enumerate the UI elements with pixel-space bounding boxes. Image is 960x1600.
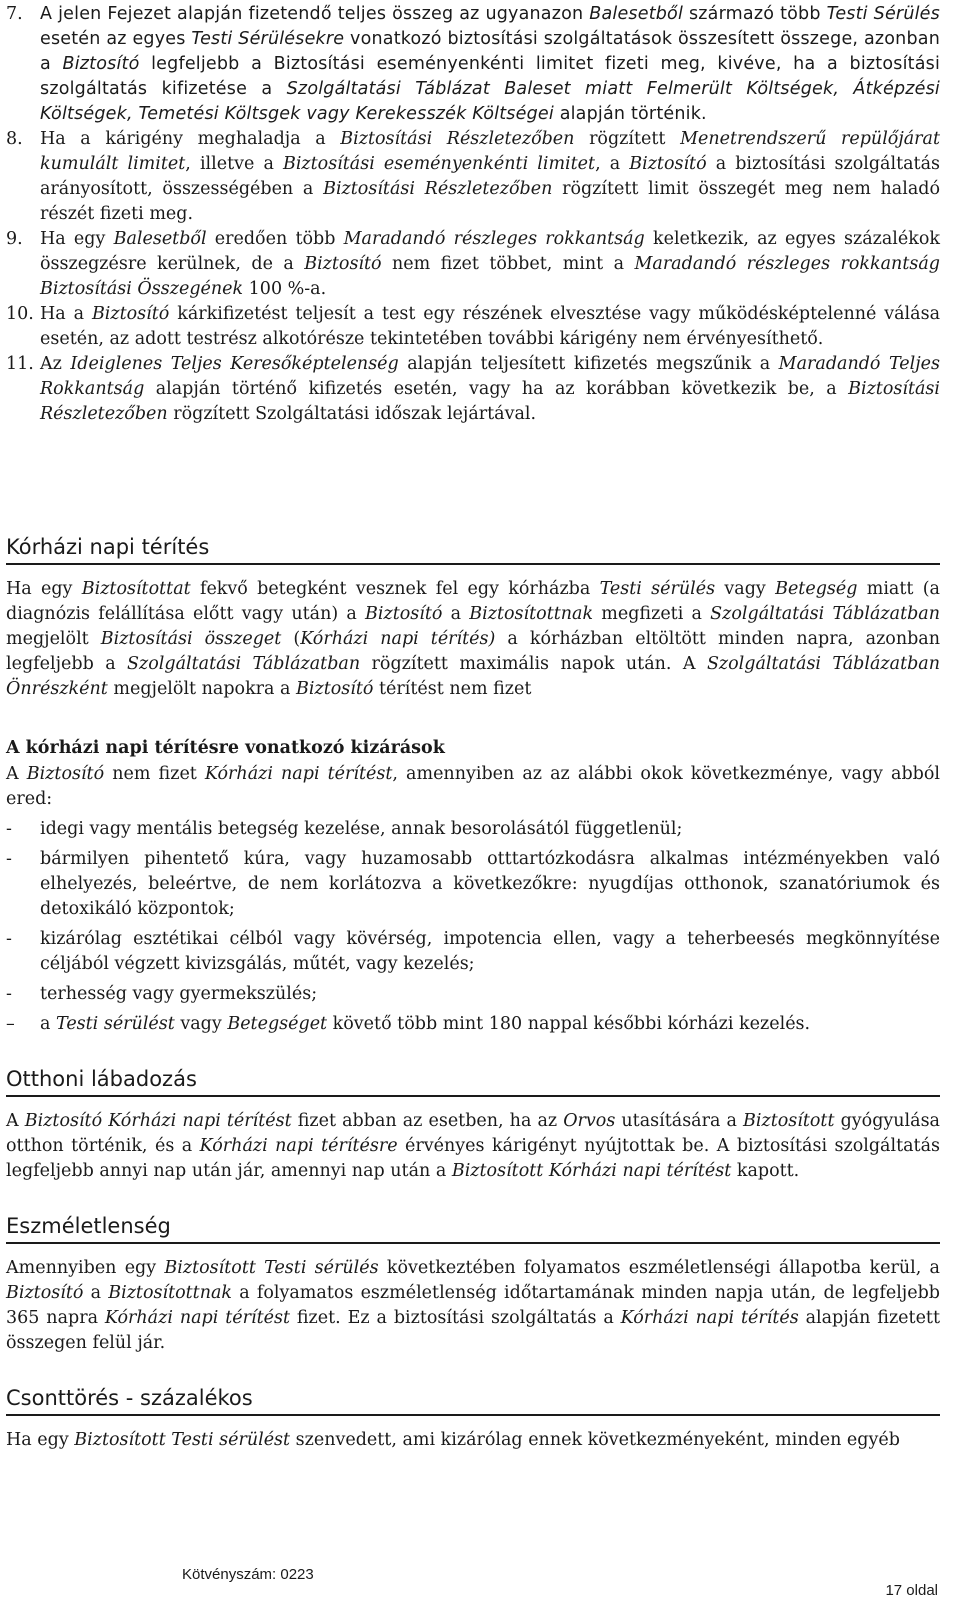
section-heading-csonttores: Csonttörés - százalékos xyxy=(6,1386,940,1416)
numbered-list xyxy=(6,0,940,427)
item-text: A jelen Fejezet alapján fizetendő teljes összeg az ugyanazon Balesetből származó több Testi Sérülés esetén az egyes Testi Sérülésekre vonatkozó biztosítási szolgáltatások összesített összege, azonban a Biztosító legfeljebb a Biztosítási eseményenkénti limitet fizeti meg, kivéve, ha a biztosítási szolgáltatás kifizetése a Szolgáltatási Táblázat Baleset miatt Felmerült Költségek, Átképzési Költségek, Temetési Költsgek vagy Kerekesszék Költségei alapján történik. xyxy=(40,4,941,124)
section-body-otthoni: A Biztosító Kórházi napi térítést fizet abban az esetben, ha az Orvos utasítására a Biztosított gyógyulása otthon történik, és a Kórházi napi térítésre érvényes kárigényt nyújtottak be. A biztosítási szolgáltatás legfeljebb annyi nap után jár, amennyi nap után a Biztosított Kórházi napi térítést kapott. xyxy=(6,1111,940,1181)
dash-marker: - xyxy=(6,819,12,839)
item-number: 8. xyxy=(6,129,23,149)
item-text: Az Ideiglenes Teljes Keresőképtelenség alapján teljesített kifizetés megszűnik a Maradandó Teljes Rokkantság alapján történő kifizetés esetén, vagy ha az korábban következik be, a Biztosítási Részletezőben rögzített Szolgáltatási időszak lejártával. xyxy=(40,354,940,424)
policy-number: Kötvényszám: 0223 xyxy=(182,1566,314,1583)
item-number: 11. xyxy=(6,354,34,374)
list-item xyxy=(6,2,940,127)
list-item-text: terhesség vagy gyermekszülés; xyxy=(40,984,318,1004)
section-heading-eszmeletlenseg: Eszméletlenség xyxy=(6,1214,940,1244)
dash-marker: - xyxy=(6,984,12,1004)
list-item xyxy=(6,227,940,302)
section-heading-korhazi: Kórházi napi térítés xyxy=(6,535,940,565)
subsection-heading-kizarasok: A kórházi napi térítésre vonatkozó kizárások xyxy=(6,738,445,758)
item-number: 9. xyxy=(6,229,23,249)
item-text: Ha egy Balesetből eredően több Maradandó részleges rokkantság keletkezik, az egyes százalékok összegzésre kerülnek, de a Biztosító nem fizet többet, mint a Maradandó részleges rokkantság Biztosítási Összegének 100 %-a. xyxy=(40,229,940,299)
list-item xyxy=(6,352,940,427)
item-text: Ha a kárigény meghaladja a Biztosítási Részletezőben rögzített Menetrendszerű repülőjárat kumulált limitet, illetve a Biztosítási eseményenkénti limitet, a Biztosító a biztosítási szolgáltatás arányosított, összességében a Biztosítási Részletezőben rögzített limit összegét meg nem haladó részét fizeti meg. xyxy=(40,129,941,224)
dash-marker: - xyxy=(6,929,12,949)
list-item-text: bármilyen pihentető kúra, vagy huzamosabb otttartózkodásra alkalmas intézményekben való elhelyezés, beleértve, de nem korlátozva a következőkre: nyugdíjas otthonok, szanatóriumok és detoxikáló központok; xyxy=(40,849,940,919)
section-body-csonttores: Ha egy Biztosított Testi sérülést szenvedett, ami kizárólag ennek következményeként, minden egyéb xyxy=(6,1430,900,1450)
section-body-eszmeletlenseg: Amennyiben egy Biztosított Testi sérülés következtében folyamatos eszméletlenségi állapotba kerül, a Biztosító a Biztosítottnak a folyamatos eszméletlenség időtartamának minden napja után, de legfeljebb 365 napra Kórházi napi térítést fizet. Ez a biztosítási szolgáltatás a Kórházi napi térítés alapján fizetett összegen felül jár. xyxy=(6,1258,940,1353)
list-item xyxy=(6,127,940,227)
item-text: Ha a Biztosító kárkifizetést teljesít a test egy részének elvesztése vagy működésképtelenné válása esetén, az adott testrész alkotórésze tekintetében további kárigény nem érvényesíthető. xyxy=(40,304,940,349)
item-number: 7. xyxy=(6,4,23,24)
section-heading-otthoni: Otthoni lábadozás xyxy=(6,1067,940,1097)
exclusion-list xyxy=(6,817,940,1037)
section-body-korhazi: Ha egy Biztosítottat fekvő betegként vesznek fel egy kórházba Testi sérülés vagy Betegség miatt (a diagnózis felállítása előtt vagy után) a Biztosító a Biztosítottnak megfizeti a Szolgáltatási Táblázatban megjelölt Biztosítási összeget (Kórházi napi térítés) a kórházban eltöltött minden napra, azonban legfeljebb a Szolgáltatási Táblázatban rögzített maximális napok után. A Szolgáltatási Táblázatban Önrészként megjelölt napokra a Biztosító térítést nem fizet xyxy=(6,579,941,699)
list-item xyxy=(6,1012,940,1037)
dash-marker: – xyxy=(6,1014,15,1034)
page-number: 17 oldal xyxy=(885,1582,938,1599)
page-footer xyxy=(0,1560,940,1600)
item-number: 10. xyxy=(6,304,34,324)
dash-marker: - xyxy=(6,849,12,869)
list-item-text: idegi vagy mentális betegség kezelése, annak besorolásától függetlenül; xyxy=(40,819,683,839)
list-item-text: a Testi sérülést vagy Betegséget követő több mint 180 nappal későbbi kórházi kezelés. xyxy=(40,1014,811,1034)
list-item xyxy=(6,982,940,1007)
list-item xyxy=(6,847,940,922)
list-item xyxy=(6,302,940,352)
list-item xyxy=(6,927,940,977)
kizarasok-intro: A Biztosító nem fizet Kórházi napi térítést, amennyiben az az alábbi okok következménye, vagy abból ered: xyxy=(6,764,940,809)
list-item-text: kizárólag esztétikai célból vagy kövérség, impotencia ellen, vagy a teherbeesés megkönnyítése céljából végzett kivizsgálás, műtét, vagy kezelés; xyxy=(40,929,940,974)
list-item xyxy=(6,817,940,842)
